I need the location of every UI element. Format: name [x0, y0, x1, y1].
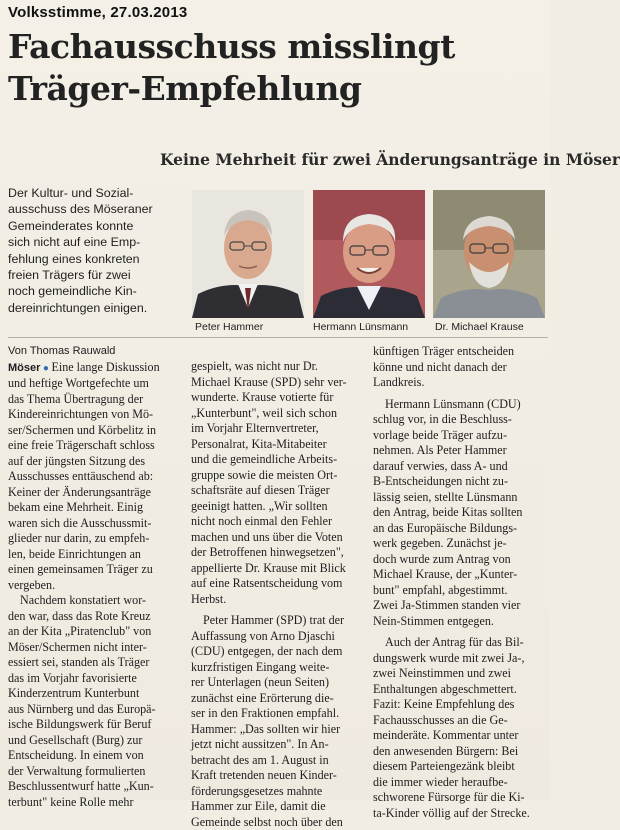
article-line: Personalrat, Kita-Mitabeiter — [191, 437, 363, 453]
article-line: Kraft tretenden neuen Kinder- — [191, 768, 363, 784]
article-line: Michael Krause, der „Kunter- — [373, 567, 545, 583]
article-line: bekam eine Mehrheit. Einig — [8, 500, 180, 516]
photo-caption: Peter Hammer — [195, 321, 263, 333]
portrait-photo-peter-hammer — [192, 190, 304, 318]
article-line: vergeben. — [8, 578, 180, 594]
article-line: auf eine Ratsentscheidung vom — [191, 576, 363, 592]
portrait-photo-hermann-luensmann — [313, 190, 425, 318]
article-line: machen und uns über die Voten — [191, 530, 363, 546]
article-line: kurzfristigen Eingang weite- — [191, 660, 363, 676]
article-line: den Antrag, beide Kitas sollten — [373, 505, 545, 521]
lead-line: Der Kultur- und Sozial- — [8, 185, 188, 201]
lead-line: freien Trägers für zwei — [8, 267, 188, 283]
article-line: Ausschusses enttäuschend ab: — [8, 469, 180, 485]
photo-caption: Dr. Michael Krause — [435, 321, 524, 333]
article-line: Hermann Lünsmann (CDU) — [373, 397, 545, 413]
article-line: Kinderzentrum Kunterbunt — [8, 686, 180, 702]
article-line: Auch der Antrag für das Bil- — [373, 635, 545, 651]
headline — [8, 26, 548, 110]
article-line: an das Europäische Bildungs- — [373, 521, 545, 537]
article-line: und Gesellschaft (Burg) zur — [8, 733, 180, 749]
article-line: waren sich die Ausschussmit- — [8, 516, 180, 532]
article-line: Herbst. — [191, 592, 363, 608]
lead-line: ausschuss des Möseraner — [8, 201, 188, 217]
article-line: Kindereinrichtungen von Mö- — [8, 407, 180, 423]
source-date: Volksstimme, 27.03.2013 — [8, 4, 187, 21]
article-line: rer Unterlagen (neun Seiten) — [191, 675, 363, 691]
article-line: Möser/Schermen nicht inter- — [8, 640, 180, 656]
article-line: Peter Hammer (SPD) trat der — [191, 613, 363, 629]
portrait-image — [192, 190, 304, 318]
article-line: jetzt nicht aussitzen". In An- — [191, 737, 363, 753]
article-line: geeinigt hatten. „Wir sollten — [191, 499, 363, 515]
bullet-icon: ● — [40, 363, 51, 374]
article-line: ser/Schermen und Körbelitz in — [8, 423, 180, 439]
divider — [8, 337, 548, 338]
article-line: ische Bildungswerk für Beruf — [8, 717, 180, 733]
portrait-image — [313, 190, 425, 318]
article-line: len, beide Einrichtungen an — [8, 547, 180, 563]
portrait-photo-michael-krause — [433, 190, 545, 318]
lead-line: Gemeinderates konnte — [8, 218, 188, 234]
portrait-image — [433, 190, 545, 318]
article-line: vorlage beide Träger aufzu- — [373, 428, 545, 444]
article-line: Entscheidung. In einem von — [8, 748, 180, 764]
article-line: schaftsräte auf diesen Träger — [191, 483, 363, 499]
article-line: terbunt" keine Rolle mehr — [8, 795, 180, 811]
article-line: den war, dass das Rote Kreuz — [8, 609, 180, 625]
article-line: Keiner der Änderungsanträge — [8, 485, 180, 501]
article-line: Nachdem konstatiert wor- — [8, 593, 180, 609]
article-line: gespielt, was nicht nur Dr. — [191, 359, 363, 375]
article-line: Fazit: Keine Empfehlung des — [373, 697, 545, 713]
article-line: auf der jüngsten Sitzung des — [8, 454, 180, 470]
byline: Von Thomas Rauwald — [8, 344, 180, 360]
dateline: Möser — [8, 362, 40, 374]
article-line: Nein-Stimmen entgegen. — [373, 614, 545, 630]
article-line: diesem Parteiengezänk bleibt — [373, 759, 545, 775]
lead-line: dereinrichtungen einigen. — [8, 300, 188, 316]
article-line: darauf verwies, dass A- und — [373, 459, 545, 475]
lead-line: fehlung eines konkreten — [8, 251, 188, 267]
article-line: meinderäte. Kommentar unter — [373, 728, 545, 744]
article-line: B-Entscheidungen nicht zu- — [373, 474, 545, 490]
article-line: Michael Krause (SPD) sehr ver- — [191, 375, 363, 391]
article-line: ser in den Fraktionen empfahl. — [191, 706, 363, 722]
article-column-1 — [8, 344, 180, 810]
article-text: Eine lange Diskussion — [51, 360, 159, 374]
headline-line-2: Träger-Empfehlung — [8, 68, 548, 110]
article-line: der Verwaltung formulierten — [8, 764, 180, 780]
article-line: und heftige Wortgefechte um — [8, 376, 180, 392]
article-line: Gemeinde selbst noch über den — [191, 815, 363, 830]
article-line: ta-Kinder völlig auf der Strecke. — [373, 806, 545, 822]
article-line: schworene Fürsorge für die Ki- — [373, 790, 545, 806]
lead-line: sich nicht auf eine Emp- — [8, 234, 188, 250]
article-line: Landkreis. — [373, 375, 545, 391]
lead-line: noch gemeindliche Kin- — [8, 283, 188, 299]
article-line: appellierte Dr. Krause mit Blick — [191, 561, 363, 577]
article-line: werk gegeben. Zunächst je- — [373, 536, 545, 552]
article-line: Auffassung von Arno Djaschi — [191, 629, 363, 645]
article-line: eine freie Trägerschaft schloss — [8, 438, 180, 454]
article-line: das Thema Übertragung der — [8, 392, 180, 408]
article-line: essiert sei, standen als Träger — [8, 655, 180, 671]
article-line: Fachausschusses an die Ge- — [373, 713, 545, 729]
article-line: die immer wieder heraufbe- — [373, 775, 545, 791]
article-line: schlug vor, in die Beschluss- — [373, 412, 545, 428]
article-line: Enthaltungen abgeschmettert. — [373, 682, 545, 698]
article-line: das im Vorjahr favorisierte — [8, 671, 180, 687]
article-line: den anwesenden Bürgern: Bei — [373, 744, 545, 760]
article-column-2 — [191, 359, 363, 830]
photo-caption: Hermann Lünsmann — [313, 321, 408, 333]
article-line: Zwei Ja-Stimmen standen vier — [373, 598, 545, 614]
article-line: betracht des am 1. August in — [191, 753, 363, 769]
article-line: förderungsgesetzes mahnte — [191, 784, 363, 800]
article-line: „Kunterbunt", weil sich schon — [191, 406, 363, 422]
article-line: Hammer: „Das sollten wir hier — [191, 722, 363, 738]
article-line: Hammer zur Eile, damit die — [191, 799, 363, 815]
article-line: und die gemeindliche Arbeits- — [191, 452, 363, 468]
headline-line-1: Fachausschuss misslingt — [8, 26, 548, 68]
article-line: Beschlussentwurf hatte „Kun- — [8, 779, 180, 795]
article-column-3 — [373, 344, 545, 821]
article-line: wunderte. Krause votierte für — [191, 390, 363, 406]
article-line: dungswerk wurde mit zwei Ja-, — [373, 651, 545, 667]
article-line: nicht noch einmal den Fehler — [191, 514, 363, 530]
lead-paragraph — [8, 185, 188, 316]
article-line: zwei Neinstimmen und zwei — [373, 666, 545, 682]
article-line: nehmen. Als Peter Hammer — [373, 443, 545, 459]
article-line: im Vorjahr Elternvertreter, — [191, 421, 363, 437]
article-line: (CDU) entgegen, der nach dem — [191, 644, 363, 660]
article-line: zunächst eine Erörterung die- — [191, 691, 363, 707]
article-line: gruppe sowie die meisten Ort- — [191, 468, 363, 484]
article-line: lässig seien, stellte Lünsmann — [373, 490, 545, 506]
article-line: könne und nicht danach der — [373, 360, 545, 376]
article-line: bunt" empfahl, abgestimmt. — [373, 583, 545, 599]
article-line: doch wurde zum Antrag von — [373, 552, 545, 568]
article-line: glieder nur darin, zu empfeh- — [8, 531, 180, 547]
article-line: künftigen Träger entscheiden — [373, 344, 545, 360]
article-line: der Betroffenen hinwegsetzen", — [191, 545, 363, 561]
article-line: einen gemeinsamen Träger zu — [8, 562, 180, 578]
article-line: an der Kita „Piratenclub" von — [8, 624, 180, 640]
article-line — [8, 360, 180, 377]
subheadline: Keine Mehrheit für zwei Änderungsanträge in Möser — [160, 150, 620, 169]
article-line: aus Nürnberg und das Europä- — [8, 702, 180, 718]
